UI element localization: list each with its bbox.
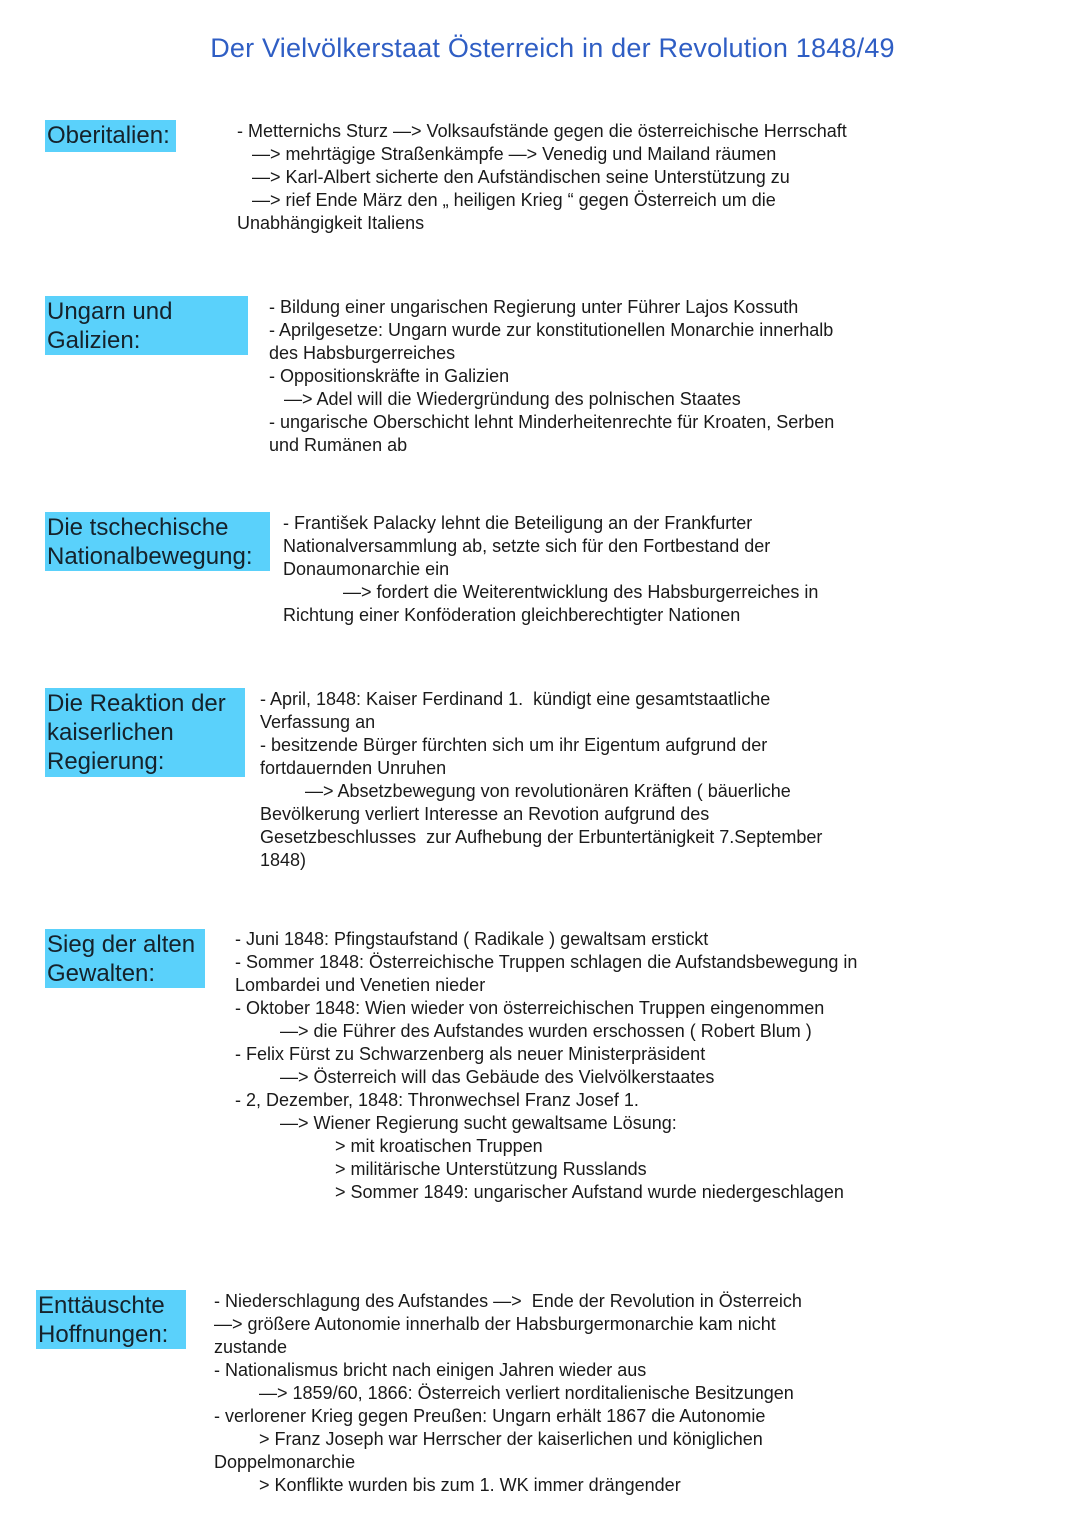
text-line: - Oktober 1848: Wien wieder von österreichischen Truppen eingenommen [235,998,825,1018]
text-line: und Rumänen ab [269,435,408,455]
text-line: Bevölkerung verliert Interesse an Revotion aufgrund des [260,804,710,824]
text-line: - besitzende Bürger fürchten sich um ihr Eigentum aufgrund der [260,735,768,755]
section-label-reaktion-kaiserliche-regierung [45,688,245,777]
text-line: —> Absetzbewegung von revolutionären Kräften ( bäuerliche [260,781,791,801]
section-label-enttaeuschte-hoffnungen [36,1290,186,1349]
section-label-tschechische-nationalbewegung [45,512,270,571]
text-line: Richtung einer Konföderation gleichberechtigter Nationen [283,605,741,625]
section-label-ungarn-galizien [45,296,248,355]
label-line: Galizien: [47,327,141,354]
text-line: > Konflikte wurden bis zum 1. WK immer drängender [214,1475,681,1495]
label-line: Enttäuschte [38,1292,165,1319]
text-line: —> Wiener Regierung sucht gewaltsame Lösung: [235,1113,677,1133]
text-line: 1848) [260,850,307,870]
section-label-sieg-alte-gewalten [45,929,205,988]
text-line: - Aprilgesetze: Ungarn wurde zur konstitutionellen Monarchie innerhalb [269,320,834,340]
label-line: Gewalten: [47,960,156,987]
section-body-tschechische-nationalbewegung [283,512,818,627]
text-line: - Sommer 1848: Österreichische Truppen schlagen die Aufstandsbewegung in [235,952,858,972]
text-line: - Felix Fürst zu Schwarzenberg als neuer Ministerpräsident [235,1044,706,1064]
text-line: - Metternichs Sturz —> Volksaufstände gegen die österreichische Herrschaft [237,121,847,141]
page-title: Der Vielvölkerstaat Österreich in der Revolution 1848/49 [210,33,895,63]
text-line: - Niederschlagung des Aufstandes —> Ende der Revolution in Österreich [214,1291,802,1311]
text-line: - Nationalismus bricht nach einigen Jahren wieder aus [214,1360,647,1380]
text-line: - April, 1848: Kaiser Ferdinand 1. kündigt eine gesamtstaatliche [260,689,771,709]
text-line: Gesetzbeschlusses zur Aufhebung der Erbuntertänigkeit 7.September [260,827,823,847]
section-body-sieg-alte-gewalten [235,928,857,1204]
text-line: —> größere Autonomie innerhalb der Habsburgermonarchie kam nicht [214,1314,776,1334]
label-line: Ungarn und [47,298,173,325]
text-line: —> Österreich will das Gebäude des Vielvölkerstaates [235,1067,715,1087]
text-line: > Franz Joseph war Herrscher der kaiserlichen und königlichen [214,1429,763,1449]
text-line: —> fordert die Weiterentwicklung des Habsburgerreiches in [283,582,819,602]
section-label-oberitalien [45,120,176,152]
label-line: Die Reaktion der [47,690,226,717]
text-line: Unabhängigkeit Italiens [237,213,425,233]
text-line: —> Adel will die Wiedergründung des polnischen Staates [269,389,741,409]
text-line: - František Palacky lehnt die Beteiligung an der Frankfurter [283,513,753,533]
text-line: > mit kroatischen Truppen [235,1136,543,1156]
section-body-oberitalien [237,120,847,235]
label-line: Hoffnungen: [38,1321,169,1348]
label-line: Oberitalien: [47,122,170,149]
label-line: Regierung: [47,748,165,775]
label-line: Nationalbewegung: [47,543,253,570]
label-line: Die tschechische [47,514,229,541]
text-line: Lombardei und Venetien nieder [235,975,486,995]
text-line: —> mehrtägige Straßenkämpfe —> Venedig und Mailand räumen [237,144,777,164]
text-line: - 2, Dezember, 1848: Thronwechsel Franz Josef 1. [235,1090,639,1110]
text-line: - ungarische Oberschicht lehnt Minderheitenrechte für Kroaten, Serben [269,412,835,432]
text-line: —> rief Ende März den „ heiligen Krieg “ gegen Österreich um die [237,190,776,210]
text-line: > Sommer 1849: ungarischer Aufstand wurde niedergeschlagen [235,1182,844,1202]
label-line: kaiserlichen [47,719,174,746]
text-line: - Juni 1848: Pfingstaufstand ( Radikale ) gewaltsam erstickt [235,929,709,949]
text-line: fortdauernden Unruhen [260,758,447,778]
text-line: zustande [214,1337,288,1357]
section-body-enttaeuschte-hoffnungen [214,1290,802,1497]
text-line: - Oppositionskräfte in Galizien [269,366,510,386]
text-line: —> Karl-Albert sicherte den Aufständischen seine Unterstützung zu [237,167,790,187]
section-body-ungarn-galizien [269,296,834,457]
text-line: —> die Führer des Aufstandes wurden erschossen ( Robert Blum ) [235,1021,812,1041]
text-line: - verlorener Krieg gegen Preußen: Ungarn erhält 1867 die Autonomie [214,1406,766,1426]
text-line: Donaumonarchie ein [283,559,450,579]
text-line: Doppelmonarchie [214,1452,356,1472]
label-line: Sieg der alten [47,931,196,958]
text-line: > militärische Unterstützung Russlands [235,1159,647,1179]
text-line: Verfassung an [260,712,376,732]
text-line: —> 1859/60, 1866: Österreich verliert norditalienische Besitzungen [214,1383,794,1403]
text-line: des Habsburgerreiches [269,343,456,363]
text-line: Nationalversammlung ab, setzte sich für den Fortbestand der [283,536,771,556]
text-line: - Bildung einer ungarischen Regierung unter Führer Lajos Kossuth [269,297,799,317]
section-body-reaktion-kaiserliche-regierung [260,688,822,872]
